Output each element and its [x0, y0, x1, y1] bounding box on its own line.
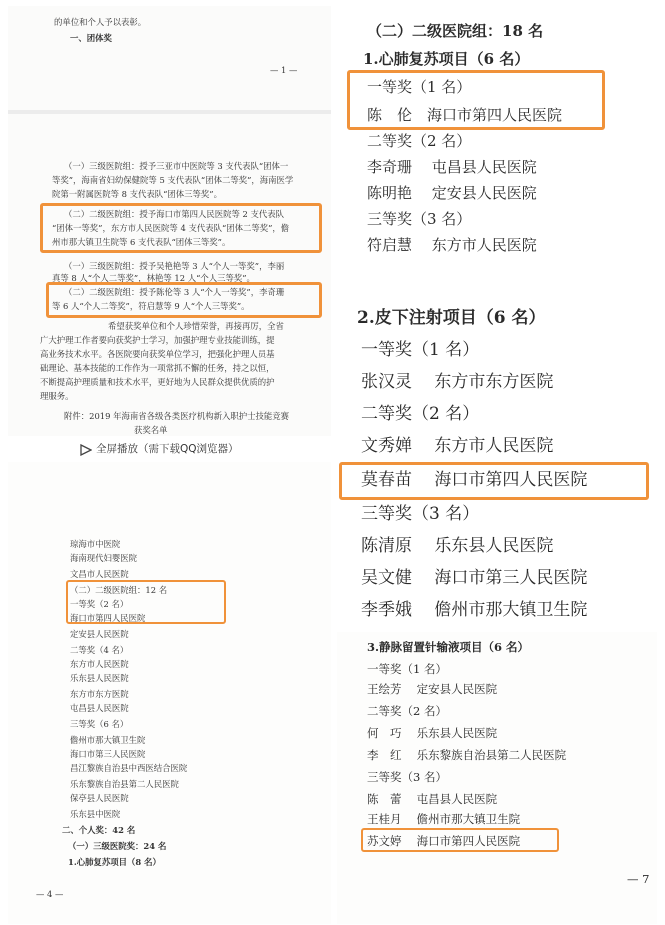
highlight-box — [40, 203, 322, 253]
winner-row: 吴文健 海口市第三人民医院 — [361, 568, 588, 588]
winner-row: 张汉灵 东方市东方医院 — [361, 372, 554, 392]
list-item: 海口市第三人民医院 — [70, 749, 146, 759]
list-item: 海南现代妇婴医院 — [70, 553, 137, 563]
list-item: 东方市东方医院 — [70, 689, 129, 699]
winner-row: 陈清原 乐东县人民医院 — [361, 536, 554, 556]
text-line: （一）三级医院组：授予三亚市中医院等 3 支代表队“团体一 — [64, 161, 289, 171]
list-item: 乐东黎族自治县第二人民医院 — [70, 779, 179, 789]
attachment-line: 附件：2019 年海南省各级各类医疗机构新入职护士技能竞赛 — [64, 411, 289, 421]
text-line: （一）三级医院组：授予吴艳艳等 3 人“个人一等奖”，李丽 — [64, 261, 285, 271]
winner-row: 王桂月 儋州市那大镇卫生院 — [367, 812, 521, 826]
text-line: 的单位和个人予以表彰。 — [54, 17, 147, 27]
section-heading: 一、团体奖 — [70, 33, 112, 43]
fullscreen-play-label: 全屏播放（需下载QQ浏览器） — [96, 443, 239, 455]
page-number: — 4 — — [36, 889, 64, 899]
winner-row: 陈 蕾 屯昌县人民医院 — [367, 792, 498, 806]
highlight-box — [46, 282, 322, 318]
page-number: — 1 — — [270, 65, 298, 75]
project-title: 1.心肺复苏项目（6 名） — [363, 50, 530, 68]
winner-row: 李季娥 儋州市那大镇卫生院 — [361, 600, 588, 620]
list-item: 琼海市中医院 — [70, 539, 121, 549]
list-item: 保亭县人民医院 — [70, 793, 129, 803]
text-line: 等奖”，海南省妇幼保健院等 5 支代表队“团体二等奖”，海南医学 — [52, 175, 294, 185]
group-heading: （二）二级医院组：18 名 — [367, 22, 544, 40]
list-item: 二、个人奖：42 名 — [62, 825, 136, 835]
winner-row: 陈明艳 定安县人民医院 — [367, 184, 537, 202]
prize-level: 三等奖（3 名） — [367, 210, 472, 228]
prize-level: 二等奖（2 名） — [367, 132, 472, 150]
winner-row: 李奇珊 屯昌县人民医院 — [367, 158, 537, 176]
list-item: 乐东县中医院 — [70, 809, 121, 819]
cpr-project-card — [337, 8, 657, 287]
list-item: 儋州市那大镇卫生院 — [70, 735, 146, 745]
prize-level: 三等奖（3 名） — [367, 770, 447, 784]
list-item: 海口市第四人民医院 — [70, 613, 146, 623]
text-line: 州市那大镇卫生院等 6 支代表队“团体三等奖”。 — [52, 237, 231, 247]
document-page-1 — [8, 6, 331, 436]
prize-level: 二等奖（2 名） — [361, 404, 480, 424]
winner-row: 符启慧 东方市人民医院 — [367, 236, 537, 254]
text-line: 真等 8 人“个人二等奖”，林艳等 12 人“个人三等奖”。 — [52, 273, 255, 283]
prize-level: 二等奖（2 名） — [367, 704, 447, 718]
list-item: 定安县人民医院 — [70, 629, 129, 639]
winner-row: 陈 伦 海口市第四人民医院 — [367, 106, 563, 124]
winner-row: 王绘芳 定安县人民医院 — [367, 682, 498, 696]
project-title: 3.静脉留置针输液项目（6 名） — [367, 640, 530, 654]
winner-row: 莫春苗 海口市第四人民医院 — [361, 470, 588, 490]
text-line: 院第一附属医院等 8 支代表队“团体三等奖”。 — [52, 189, 222, 199]
winner-row: 李 红 乐东黎族自治县第二人民医院 — [367, 748, 567, 762]
prize-level: 一等奖（1 名） — [367, 662, 447, 676]
list-item: 文昌市人民医院 — [70, 569, 129, 579]
list-item: （一）三级医院奖：24 名 — [68, 841, 167, 851]
winner-row: 何 巧 乐东县人民医院 — [367, 726, 498, 740]
highlight-box — [347, 70, 605, 130]
highlight-box — [66, 580, 226, 624]
attachment-line: 获奖名单 — [134, 425, 168, 435]
list-item: 三等奖（6 名） — [70, 719, 129, 729]
project-title: 2.皮下注射项目（6 名） — [357, 308, 546, 328]
highlight-box — [361, 828, 559, 852]
subcutaneous-injection-card — [337, 296, 657, 628]
prize-level: 一等奖（1 名） — [361, 340, 480, 360]
text-line: （二）二级医院组：授予海口市第四人民医院等 2 支代表队 — [64, 209, 285, 219]
list-item: 1.心肺复苏项目（8 名） — [68, 857, 161, 867]
text-line: 高业务技术水平。各医院要向获奖单位学习，把强化护理人员基 — [40, 349, 275, 359]
list-item: （二）二级医院组：12 名 — [70, 585, 168, 595]
prize-level: 三等奖（3 名） — [361, 504, 480, 524]
text-line: （二）二级医院组：授予陈伦等 3 人“个人一等奖”，李奇珊 — [64, 287, 285, 297]
list-item: 一等奖（2 名） — [70, 599, 129, 609]
text-line: 等 6 人“个人二等奖”，符启慧等 9 人“个人三等奖”。 — [52, 301, 250, 311]
document-page-4 — [8, 462, 331, 924]
page-break — [8, 110, 331, 114]
play-icon — [80, 444, 92, 456]
text-line: 广大护理工作者要向获奖护士学习，加强护理专业技能训练，提 — [40, 335, 275, 345]
text-line: 理服务。 — [40, 391, 74, 401]
text-line: 础理论、基本技能的工作作为一项常抓不懈的任务，持之以恒， — [40, 363, 275, 373]
iv-catheter-card — [337, 632, 657, 924]
winner-row: 苏文婷 海口市第四人民医院 — [367, 834, 521, 848]
list-item: 屯昌县人民医院 — [70, 703, 129, 713]
prize-level: 一等奖（1 名） — [367, 78, 472, 96]
text-line: 不断提高护理质量和技术水平，更好地为人民群众提供优质的护 — [40, 377, 275, 387]
highlight-box — [339, 462, 649, 500]
text-line: 希望获奖单位和个人珍惜荣誉，再接再厉，全省 — [108, 321, 284, 331]
list-item: 二等奖（4 名） — [70, 645, 129, 655]
list-item: 东方市人民医院 — [70, 659, 129, 669]
list-item: 昌江黎族自治县中西医结合医院 — [70, 763, 188, 773]
page-number: — 7 — [627, 872, 650, 886]
list-item: 乐东县人民医院 — [70, 673, 129, 683]
winner-row: 文秀婵 东方市人民医院 — [361, 436, 554, 456]
text-line: “团体一等奖”，东方市人民医院等 4 支代表队“团体二等奖”，儋 — [52, 223, 290, 233]
